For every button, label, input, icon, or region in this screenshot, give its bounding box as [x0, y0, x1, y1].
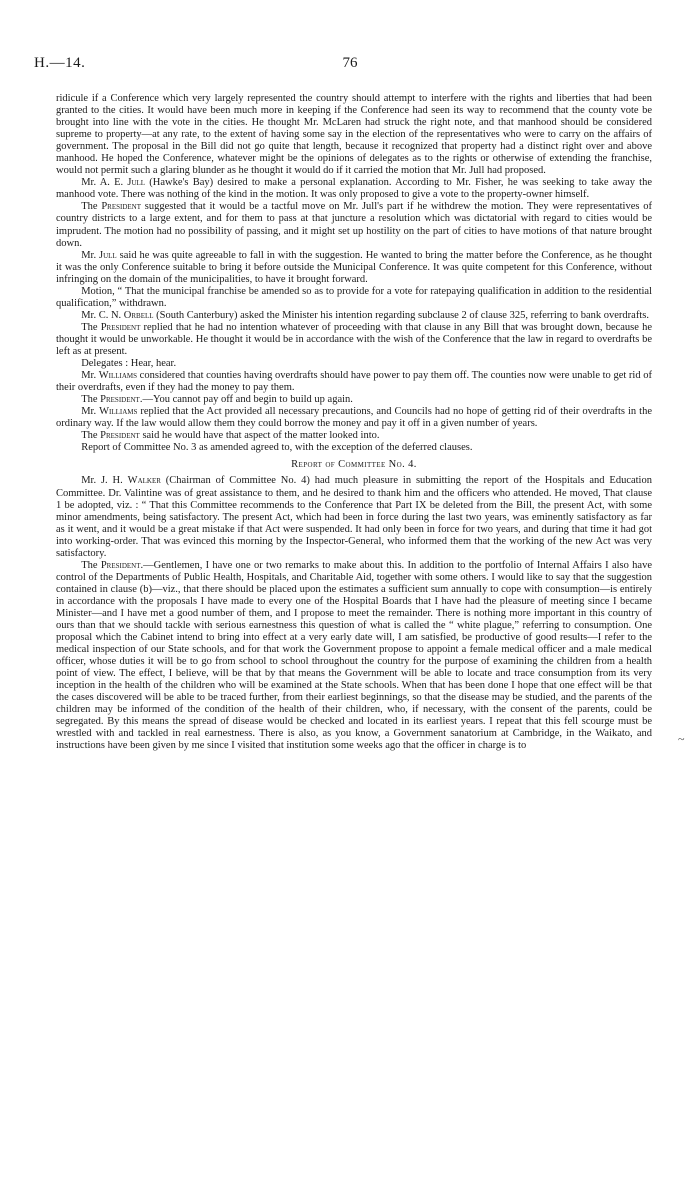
paragraph-text: The [81, 430, 101, 442]
paragraph [56, 475, 652, 559]
speaker-name: Jull [127, 177, 146, 189]
paragraph-text: Mr. [81, 370, 99, 382]
speaker-name: President [100, 559, 141, 571]
speaker-name: Orbell [123, 309, 154, 321]
paragraph [56, 406, 652, 430]
margin-mark: ~ [678, 732, 685, 746]
paragraph [56, 430, 652, 442]
page-number: 76 [342, 55, 358, 71]
paragraph [56, 560, 652, 753]
paragraph-text: The [81, 321, 101, 333]
paragraph [56, 286, 652, 310]
section-heading: Report of Committee No. 4. [291, 459, 417, 471]
paragraph-text: suggested that it would be a tactful move on Mr. Jull's part if he withdrew the motion. They were representatives of country districts to a large extent, and for them to pass at that juncture a resolution which was dictatorial with regard to cities would be imprudent. The motion had no possibility of passing, and it might set up hostility on the part of cities to have motions of that nature brought down. [56, 201, 653, 249]
paragraph-text: Mr. A. E. [81, 177, 128, 189]
paragraph [56, 93, 652, 177]
speaker-name: Williams [98, 370, 138, 382]
proceedings-block-a [56, 93, 652, 454]
paragraph [56, 370, 652, 394]
speaker-name: Williams [99, 406, 138, 418]
speaker-name: President [101, 201, 141, 213]
paragraph [56, 310, 652, 322]
paragraph-text: said he was quite agreeable to fall in with the suggestion. He wanted to bring the matter before the Conference, as he thought it was the only Conference suitable to bring it before outside the Municipal Conference. It was quite competent for this Conference, without infringing on the domain of the municipalities, to have it brought forward. [56, 249, 652, 285]
paragraph-text: Mr. C. N. [81, 309, 124, 321]
paragraph-text: (Hawke's Bay) desired to make a personal explanation. According to Mr. Fisher, he was seeking to take away the manhood vote. There was nothing of the kind in the motion. It was only proposed to give a vote to the property-owner himself. [56, 177, 652, 201]
paragraph-text: The [81, 201, 102, 213]
speaker-name: President [100, 394, 140, 406]
paragraph-text: Report of Committee No. 3 as amended agreed to, with the exception of the deferred clauses. [81, 442, 473, 454]
paragraph-text: said he would have that aspect of the matter looked into. [139, 430, 380, 442]
paragraph [56, 394, 652, 406]
paragraph-text: (South Canterbury) asked the Minister his intention regarding subclause 2 of clause 325, referring to bank overdrafts. [153, 309, 649, 321]
paragraph [56, 442, 652, 454]
paragraph-text: considered that counties having overdrafts should have power to pay them off. The counties now were unable to get rid of their overdrafts, even if they had the money to pay them. [56, 370, 652, 394]
paragraph-text: The [81, 559, 101, 571]
speaker-name: President [100, 321, 141, 333]
speaker-name: President [100, 430, 140, 442]
speaker-name: Walker [127, 475, 161, 487]
paragraph-text: Mr. [81, 249, 100, 261]
paragraph-text: The [81, 394, 101, 406]
paragraph-text: Mr. [81, 406, 100, 418]
paragraph-text: ridicule if a Conference which very largely represented the country should attempt to interfere with the rights and liberties that had been granted to the cities. It would have been much more in keeping if the Conference had seen its way to recommend that the county vote be brought into line with the vote in the cities. He thought Mr. McLaren had struck the right note, and that manhood should be considered supreme to property—at any rate, to the extent of having some say in the election of the representatives who were to carry on the affairs of government. The proposal in the Bill did not go quite that length, because it recognized that property had a distinct right over and above manhood. He hoped the Conference, whatever might be the opinions of delegates as to the rights or otherwise of extending the franchise, would not permit such a glaring blunder as he thought it would do if it carried the motion that Mr. Jull had proposed. [56, 93, 652, 177]
document-body [56, 93, 652, 753]
paragraph-text: .—Gentlemen, I have one or two remarks to make about this. In addition to the portfolio of Internal Affairs I also have control of the Departments of Public Health, Hospitals, and Charitable Aid, together with some others. I would like to say that the suggestion contained in clause (b)—viz., that there should be placed upon the estimates a sufficient sum annually to cope with consumption—is entirely in accordance with the proposals I have made to every one of the Hospital Boards that I have had the pleasure of meeting since I became Minister—and I have met a good number of them, and I propose to meet the remainder. There is nothing more important in this country of ours than that we should tackle with serious earnestness this question of what is called the “ white plague,” referring to consumption. One proposal which the Cabinet intend to bring into effect at a very early date will, I am satisfied, be productive of good results—I refer to the medical inspection of our State schools, and for that work the Government propose to appoint a female medical officer and a male medical officer, whose duties it will be to go from school to school throughout the country for the purpose of examining the children from a health point of view. The effect, I believe, will be that by that means the Government will be able to locate and trace consumption from its very inception in the health of the children who will be examined at the State schools. When that has been done I hope that one effect will be that the cases discovered will be able to be traced further, from their earliest beginnings, so that the disease may be studied, and the parents of the children may be informed of the condition of the health of their children, who, if necessary, with the consent of the parents, could be segregated. By this means the spread of disease would be checked and located in its earliest years. I repeat that this fell scourge must be wrestled with and tackled in real earnestness. There is also, as you know, a Government sanatorium at Cambridge, in the Waikato, and instructions have been given by me since I visited that institution some weeks ago that the officer in charge is to [56, 559, 652, 752]
paragraph [56, 177, 652, 201]
paragraph-text: Motion, “ That the municipal franchise be amended so as to provide for a vote for ratepaying qualification in addition to the residential qualification,” withdrawn. [56, 285, 652, 309]
paragraph [56, 358, 652, 370]
paragraph-text: Delegates : Hear, hear. [81, 358, 177, 370]
paragraph [56, 250, 652, 286]
paragraph-text: replied that he had no intention whatever of proceeding with that clause in any Bill that was brought down, because he thought it would be unworkable. He thought it would be in accordance with the wish of the Conference that the law in regard to overdrafts be left as at present. [56, 321, 653, 357]
paragraph-text: Mr. J. H. [81, 475, 128, 487]
paragraph [56, 322, 652, 358]
paragraph-text: (Chairman of Committee No. 4) had much pleasure in submitting the report of the Hospitals and Education Committee. Dr. Valintine was of great assistance to them, and he desired to thank him and the officers who attended. He moved, That clause 1 be adopted, viz. : “ That this Committee recommends to the Conference that Part IX be deleted from the Bill, the present Act, with some minor amendments, being satisfactory. The present Act, which had been in force during the last two years, was eminently satisfactory as far as it went, and it would be a great mistake if that Act were suspended. It had only been in force for two years, and during that time it had got into working-order. That was evinced this morning by the Inspector-General, who informed them that the working of the new Act was very satisfactory. [56, 475, 652, 559]
paragraph [56, 201, 652, 249]
speaker-name: Jull [99, 249, 117, 261]
proceedings-block-b [56, 475, 652, 752]
document-reference: H.—14. [34, 55, 86, 71]
paragraph-text: replied that the Act provided all necessary precautions, and Councils had no hope of getting rid of their overdrafts in the ordinary way. If the law would allow them they could borrow the money and pay it off in a given number of years. [56, 406, 652, 430]
paragraph-text: .—You cannot pay off and begin to build up again. [139, 394, 353, 406]
